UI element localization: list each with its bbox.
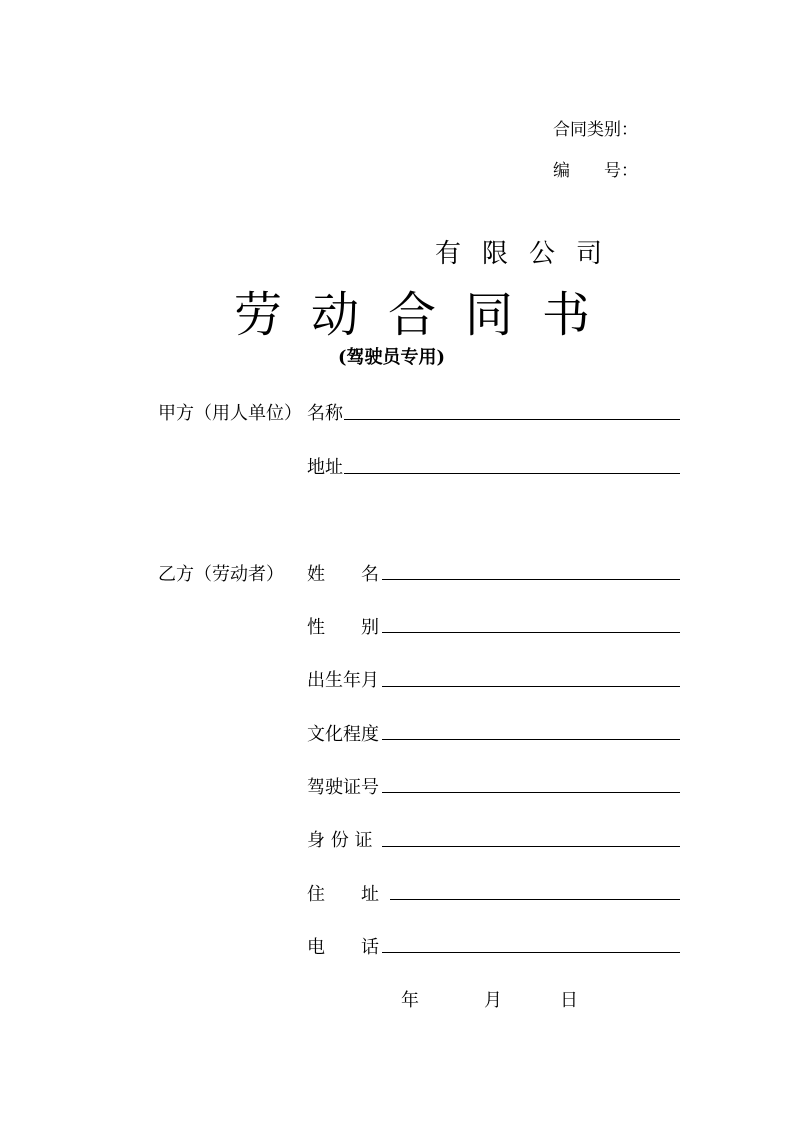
- date-month-label: 月: [484, 990, 502, 1011]
- party-b-id-card-label: 身 份 证: [307, 830, 373, 851]
- document-title: 劳动合同书: [234, 287, 620, 343]
- party-b-name-field[interactable]: [382, 579, 680, 580]
- party-b-address-field[interactable]: [390, 899, 680, 900]
- party-a-name-field[interactable]: [344, 419, 680, 420]
- party-a-address-field[interactable]: [344, 473, 680, 474]
- date-year-label: 年: [401, 990, 419, 1011]
- contract-type-label: 合同类别：: [553, 120, 638, 140]
- party-a-address-label: 地址: [307, 457, 343, 478]
- party-b-address-label: 住 址: [307, 884, 379, 905]
- party-b-education-field[interactable]: [382, 739, 680, 740]
- party-b-label: 乙方（劳动者）: [158, 564, 284, 585]
- party-b-name-label: 姓 名: [307, 564, 379, 585]
- document-subtitle: (驾驶员专用): [338, 347, 446, 368]
- party-b-gender-label: 性 别: [307, 617, 379, 638]
- party-b-id-card-field[interactable]: [382, 846, 680, 847]
- company-name-suffix: 有限公司: [435, 239, 624, 269]
- date-day-label: 日: [560, 990, 578, 1011]
- party-b-phone-label: 电 话: [307, 937, 379, 958]
- party-b-phone-field[interactable]: [382, 952, 680, 953]
- party-b-license-field[interactable]: [382, 792, 680, 793]
- party-a-name-label: 名称: [307, 403, 343, 424]
- party-b-birth-field[interactable]: [382, 686, 680, 687]
- party-b-education-label: 文化程度: [307, 724, 379, 745]
- contract-number-label: 编 号：: [553, 161, 638, 181]
- party-b-license-label: 驾驶证号: [307, 777, 379, 798]
- party-b-gender-field[interactable]: [382, 632, 680, 633]
- party-a-label: 甲方（用人单位）: [158, 403, 302, 424]
- party-b-birth-label: 出生年月: [307, 670, 379, 691]
